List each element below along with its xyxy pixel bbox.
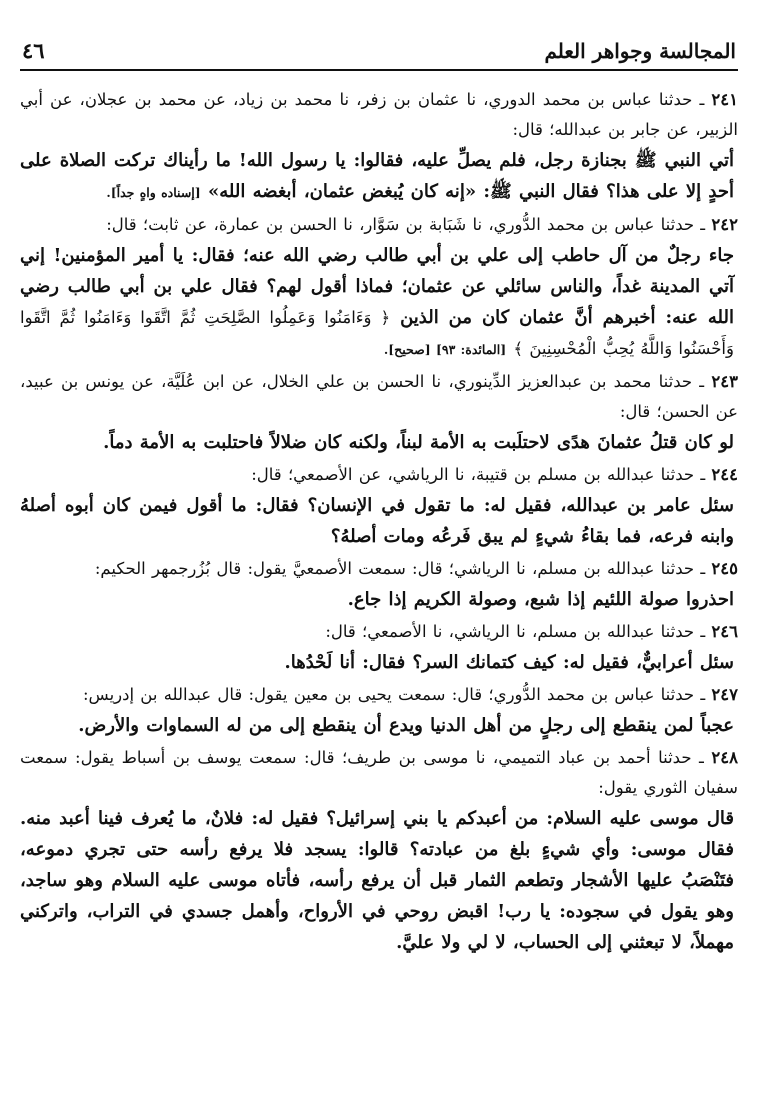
matn [20, 240, 738, 365]
isnad [20, 85, 738, 145]
matn-text: احذروا صولة اللئيم إذا شبع، وصولة الكريم إذا جاع. [347, 589, 734, 610]
hadith-entry-244 [20, 460, 738, 552]
page-number: ٤٦ [22, 38, 45, 63]
matn-text: سئل عامر بن عبدالله، فقيل له: ما تقول في الإنسان؟ فقال: ما أقول فيمن كان أبوه أصلهُ وابنه فرعه، فما بقاءُ شيءٍ لم يبق فَرعُه ومات أصلهُ؟ [20, 495, 734, 547]
hadith-number: ٢٤٣ [711, 372, 738, 391]
quran-verse: ﴿ وَءَامَنُوا وَعَمِلُوا الصَّلِحَتِ ثُمَّ اتَّقَوا وَءَامَنُوا ثُمَّ اتَّقَوا وَأَحْسَنُوا وَاللَّهُ يُحِبُّ الْمُحْسِنِينَ ﴾ [20, 308, 734, 358]
matn-text: لو كان قتلُ عثمانَ هدًى لاحتلَبت به الأمة لبناً، ولكنه كان ضلالاً فاحتلبت به الأمة دماً. [103, 432, 734, 453]
isnad-text: ـ حدثنا عبدالله بن مسلم بن قتيبة، نا الرياشي، عن الأصمعي؛ قال: [251, 465, 706, 484]
matn-text: قال موسى عليه السلام: من أعبدكم يا بني إسرائيل؟ فقيل له: فلانٌ، ما يُعرف فينا أعبد منه. فقال موسى: وأي شيءٍ بلغ من عبادته؟ قالوا: يسجد فلا يرفع رأسه حتى تجري دموعه، فتَنْصَبُ عليها الأشجار وتطعم الثمار قبل أن يرفع رأسه، فأتاه موسى عليه السلام وهو ساجد، وهو يقول في سجوده: يا رب! اقبض روحي في الأرواح، وأهمل جسدي في التراب، واتركني مهملاً، لا تبعثني إلى الحساب، لا لي ولا عليَّ. [20, 808, 734, 953]
grading-note: [إسناده واهٍ جداً]. [106, 185, 201, 200]
matn [20, 490, 738, 552]
isnad [20, 617, 738, 647]
hadith-entry-245 [20, 554, 738, 615]
matn [20, 710, 738, 741]
isnad-text: ـ حدثنا عباس بن محمد الدوري، نا عثمان بن زفر، نا محمد بن زياد، عن محمد بن عجلان، عن أبي الزبير، عن جابر بن عبدالله؛ قال: [20, 90, 738, 139]
matn-text: عجباً لمن ينقطع إلى رجلٍ من أهل الدنيا ويدع أن ينقطع إلى من له السماوات والأرض. [78, 715, 734, 736]
running-header [20, 38, 738, 71]
hadith-number: ٢٤٤ [711, 465, 738, 484]
isnad [20, 367, 738, 427]
isnad-text: ـ حدثنا محمد بن عبدالعزيز الدِّينوري، نا الحسن بن علي الخلال، عن ابن عُلَيَّة، عن يونس بن عبيد، عن الحسن؛ قال: [20, 372, 738, 421]
hadith-number: ٢٤٧ [711, 685, 738, 704]
matn [20, 647, 738, 678]
book-title: المجالسة وجواهر العلم [544, 39, 736, 63]
hadith-number: ٢٤٥ [711, 559, 738, 578]
matn [20, 145, 738, 208]
hadith-number: ٢٤١ [711, 90, 738, 109]
matn [20, 803, 738, 958]
hadith-number: ٢٤٦ [711, 622, 738, 641]
isnad [20, 743, 738, 803]
hadith-number: ٢٤٨ [711, 748, 739, 767]
hadith-entry-247 [20, 680, 738, 741]
isnad-text: ـ حدثنا عبدالله بن مسلم، نا الرياشي؛ قال: سمعت الأصمعيَّ يقول: قال بُزُرجمهر الحكيم: [94, 559, 706, 578]
isnad-text: ـ حدثنا عباس بن محمد الدُّوري؛ قال: سمعت يحيى بن معين يقول: قال عبدالله بن إدريس: [82, 685, 706, 704]
isnad [20, 210, 738, 240]
matn-text: جاء رجلٌ من آل حاطب إلى علي بن أبي طالب رضي الله عنه؛ فقال: يا أمير المؤمنين! إني آتي المدينة غداً، والناس سائلي عن عثمان؛ فماذا أقول لهم؟ فقال علي بن أبي طالب رضي الله عنه: أخبرهم أنَّ عثمان كان من الذين [20, 245, 734, 328]
grading-note: [المائدة: ٩٣] [صحيح]. [383, 342, 507, 357]
hadith-entry-246 [20, 617, 738, 678]
isnad [20, 460, 738, 490]
hadith-entry-241 [20, 85, 738, 208]
matn [20, 584, 738, 615]
hadith-entry-248 [20, 743, 738, 958]
hadith-number: ٢٤٢ [711, 215, 738, 234]
matn-text: أتي النبي ﷺ بجنازة رجل، فلم يصلِّ عليه، فقالوا: يا رسول الله! ما رأيناك تركت الصلاة على أحدٍ إلا على هذا؟ فقال النبي ﷺ: «إنه كان يُبغض عثمان، أبغضه الله» [20, 150, 734, 202]
hadith-entry-243 [20, 367, 738, 458]
isnad-text: ـ حدثنا أحمد بن عباد التميمي، نا موسى بن طريف؛ قال: سمعت يوسف بن أسباط يقول: سمعت سفيان الثوري يقول: [20, 748, 738, 797]
matn [20, 427, 738, 458]
isnad [20, 554, 738, 584]
isnad-text: ـ حدثنا عبدالله بن مسلم، نا الرياشي، نا الأصمعي؛ قال: [325, 622, 706, 641]
matn-text: سئل أعرابيٌّ، فقيل له: كيف كتمانك السر؟ فقال: أنا لَحْدُها. [284, 652, 734, 673]
isnad-text: ـ حدثنا عباس بن محمد الدُّوري، نا شَبَابة بن سَوَّار، نا الحسن بن عمارة، عن ثابت؛ قال: [106, 215, 706, 234]
isnad [20, 680, 738, 710]
hadith-entry-242 [20, 210, 738, 365]
